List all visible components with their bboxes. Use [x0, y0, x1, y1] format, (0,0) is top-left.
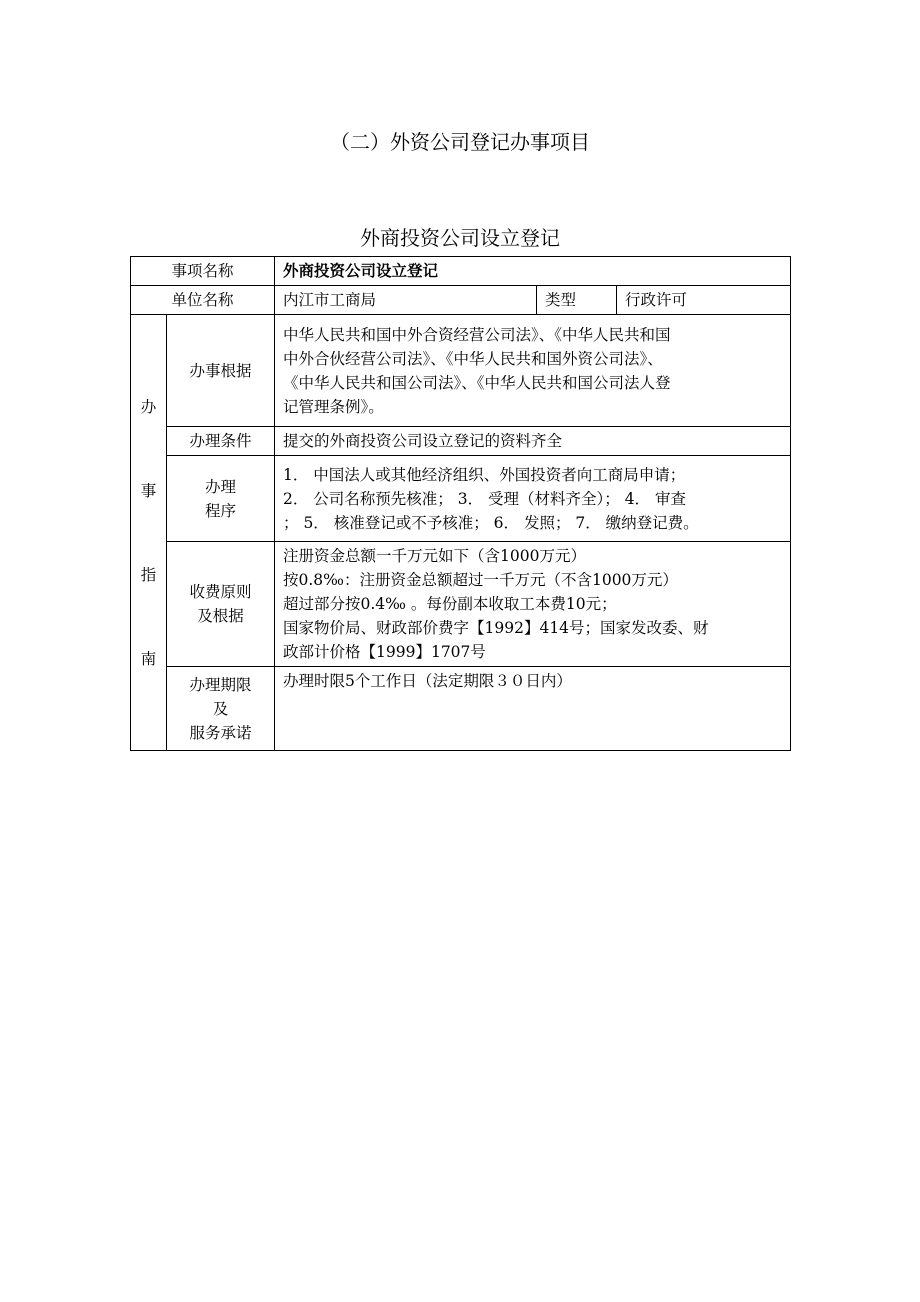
- procedure-label: 办理 程序: [167, 456, 275, 542]
- guide-char: 南: [140, 649, 157, 668]
- fees-line: 政部计价格【1999】1707号: [283, 643, 486, 661]
- procedure-line: ； 5． 核准登记或不予核准； 6． 发照； 7． 缴纳登记费。: [283, 513, 699, 532]
- section-title: （二）外资公司登记办事项目: [330, 130, 590, 154]
- basis-line: 中华人民共和国中外合资经营公司法》、《中华人民共和国: [283, 325, 671, 344]
- row-time-limit: [131, 667, 791, 751]
- type-value: 行政许可: [617, 286, 791, 315]
- row-conditions: [131, 427, 791, 456]
- time-limit-label: 办理期限 及 服务承诺: [167, 667, 275, 751]
- guide-char: 指: [140, 565, 157, 584]
- row-procedure: [131, 456, 791, 542]
- row-unit-name: [131, 286, 791, 315]
- unit-name-value: 内江市工商局: [275, 286, 537, 315]
- guide-vertical-label: [131, 315, 167, 751]
- row-basis: [131, 315, 791, 427]
- item-name-label: 事项名称: [131, 257, 275, 286]
- registration-table: [130, 256, 791, 751]
- fees-label: 收费原则 及根据: [167, 542, 275, 667]
- time-limit-value: 办理时限5个工作日（法定期限３０日内）: [275, 667, 791, 751]
- procedure-line: 1． 中国法人或其他经济组织、外国投资者向工商局申请；: [283, 465, 686, 484]
- guide-char: 事: [140, 481, 157, 500]
- row-item-name: [131, 257, 791, 286]
- fees-line: 注册资金总额一千万元如下（含1000万元）: [283, 547, 586, 565]
- basis-line: 中外合伙经营公司法》、《中华人民共和国外资公司法》、: [283, 349, 663, 368]
- row-fees: [131, 542, 791, 667]
- guide-char: 办: [140, 397, 157, 416]
- conditions-value: 提交的外商投资公司设立登记的资料齐全: [275, 427, 791, 456]
- basis-value: [275, 315, 791, 427]
- fees-line: 超过部分按0.4‰ 。每份副本收取工本费10元；: [283, 595, 617, 613]
- basis-line: 《中华人民共和国公司法》、《中华人民共和国公司法人登: [283, 373, 671, 392]
- item-name-value: 外商投资公司设立登记: [275, 257, 791, 286]
- procedure-value: [275, 456, 791, 542]
- fees-line: 按0.8‰：注册资金总额超过一千万元（不含1000万元）: [283, 571, 678, 589]
- basis-line: 记管理条例》。: [283, 397, 384, 416]
- basis-label: 办事根据: [167, 315, 275, 427]
- type-label: 类型: [537, 286, 617, 315]
- procedure-line: 2． 公司名称预先核准； 3． 受理（材料齐全）； 4． 审查: [283, 489, 686, 508]
- unit-name-label: 单位名称: [131, 286, 275, 315]
- table-title: 外商投资公司设立登记: [360, 226, 560, 250]
- conditions-label: 办理条件: [167, 427, 275, 456]
- fees-line: 国家物价局、财政部价费字【1992】414号；国家发改委、财: [283, 619, 709, 637]
- fees-value: [275, 542, 791, 667]
